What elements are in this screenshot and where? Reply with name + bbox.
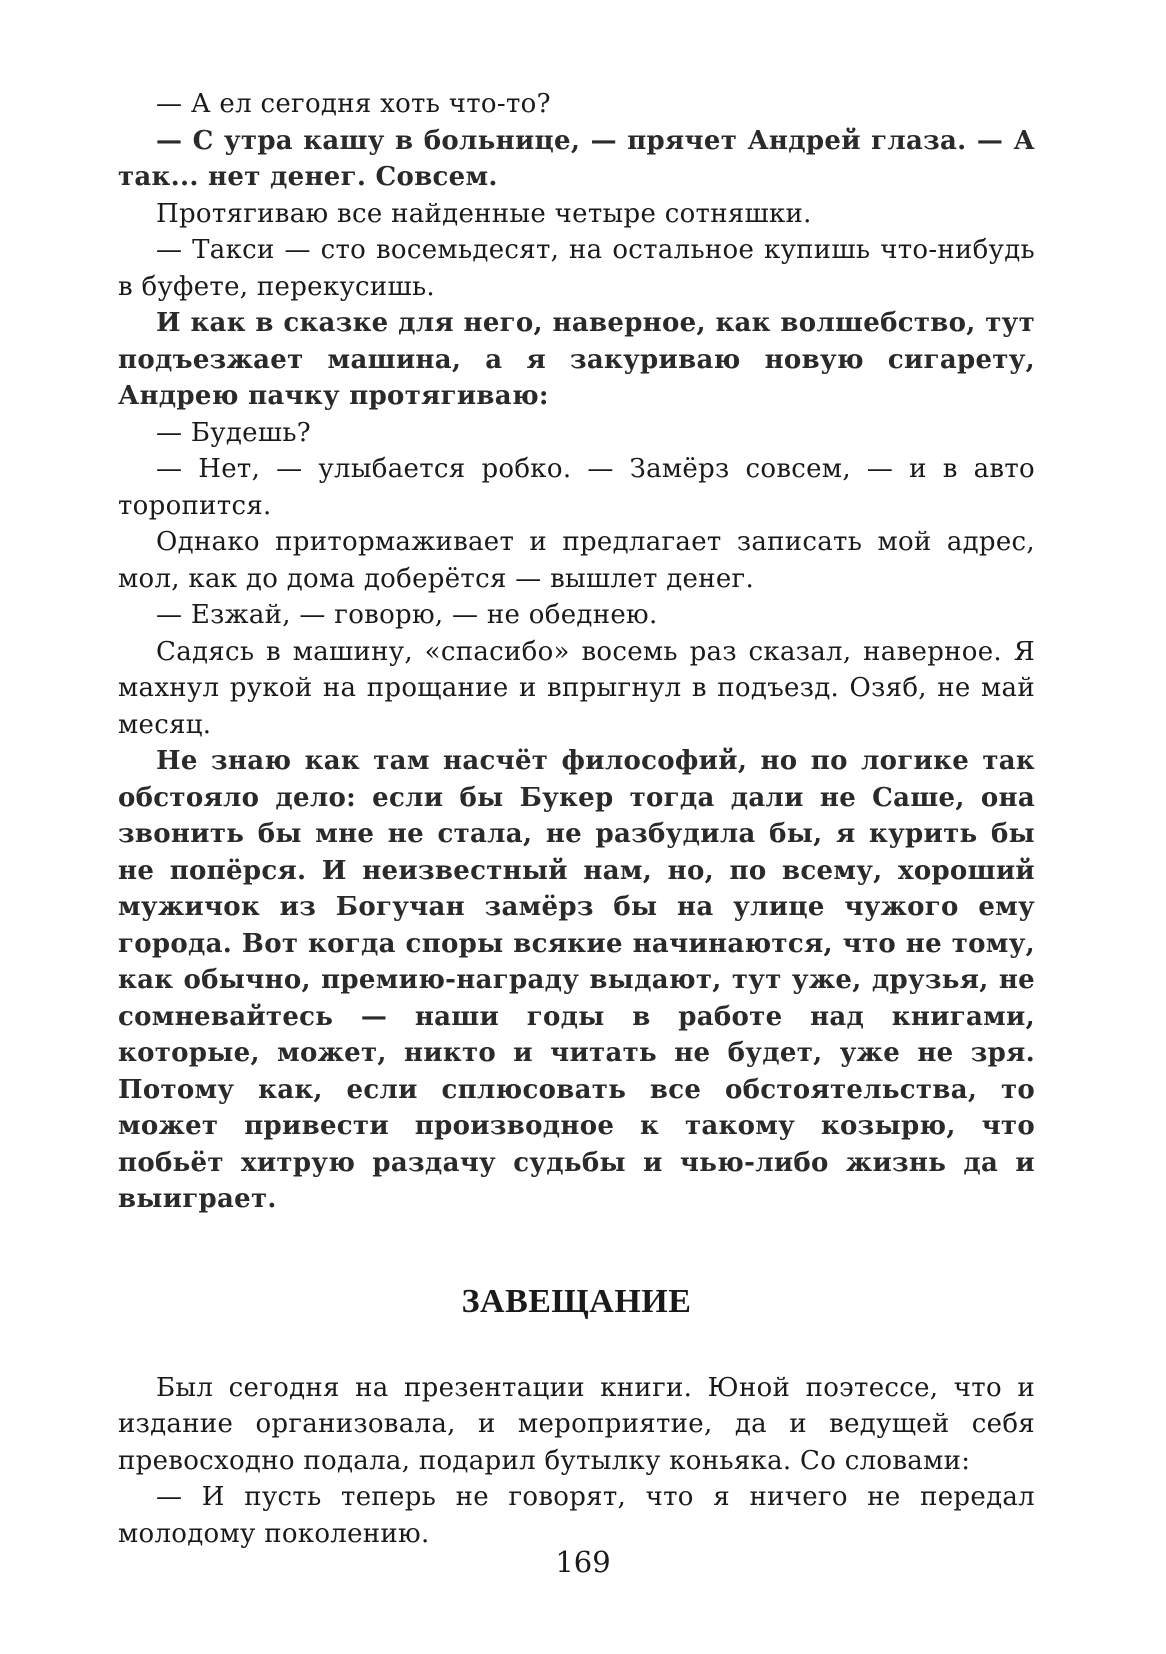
- paragraph: И как в сказке для него, наверное, как волшебство, тут подъезжает машина, а я закуриваю новую сигарету, Андрею пачку протягиваю:: [118, 308, 1035, 411]
- paragraph: — А ел сегодня хоть что-то?: [156, 89, 551, 119]
- page-number: 169: [555, 1545, 611, 1579]
- paragraph: Не знаю как там насчёт философий, но по логике так обстояло дело: если бы Букер тогда дали не Саше, она звонить бы мне не стала, не разбудила бы, я курить бы не попёрся. И неизвестный нам, но, по всему, хороший мужичок из Богучан замёрз бы на улице чужого ему города. Вот когда споры всякие начинаются, что не тому, как обычно, премию-награду выдают, тут уже, друзья, не сомневайтесь — наши годы в работе над книгами, которые, может, никто и читать не будет, уже не зря. Потому как, если сплюсовать все обстоятельства, то может привести производное к такому козырю, что побьёт хитрую раздачу судьбы и чью-либо жизнь да и выиграет.: [118, 746, 1035, 1214]
- paragraph: — Езжай, — говорю, — не обеднею.: [156, 600, 658, 630]
- paragraph: — Такси — сто восемьдесят, на остальное купишь что-нибудь в буфете, перекусишь.: [118, 235, 1035, 302]
- paragraph: Однако притормаживает и предлагает записать мой адрес, мол, как до дома доберётся — вышлет денег.: [118, 527, 1035, 594]
- paragraph: Протягиваю все найденные четыре сотняшки.: [156, 198, 812, 229]
- paragraph: Был сегодня на презентации книги. Юной поэтессе, что и издание организовала, и мероприятие, да и ведущей себя превосходно подала, подарил бутылку коньяка. Со словами:: [118, 1372, 1035, 1476]
- paragraph: Садясь в машину, «спасибо» восемь раз сказал, наверное. Я махнул рукой на прощание и впрыгнул в подъезд. Озяб, не май месяц.: [118, 636, 1035, 740]
- paragraph: — Будешь?: [156, 417, 312, 448]
- page-body: [118, 86, 1035, 1552]
- paragraph: — И пусть теперь не говорят, что я ничего не передал молодому поколению.: [118, 1482, 1035, 1549]
- paragraph: — Нет, — улыбается робко. — Замёрз совсем, — и в авто торопится.: [118, 454, 1035, 521]
- section-title: ЗАВЕЩАНИЕ: [461, 1282, 692, 1320]
- paragraph: — С утра кашу в больнице, — прячет Андрей глаза. — А так... нет денег. Совсем.: [118, 125, 1035, 192]
